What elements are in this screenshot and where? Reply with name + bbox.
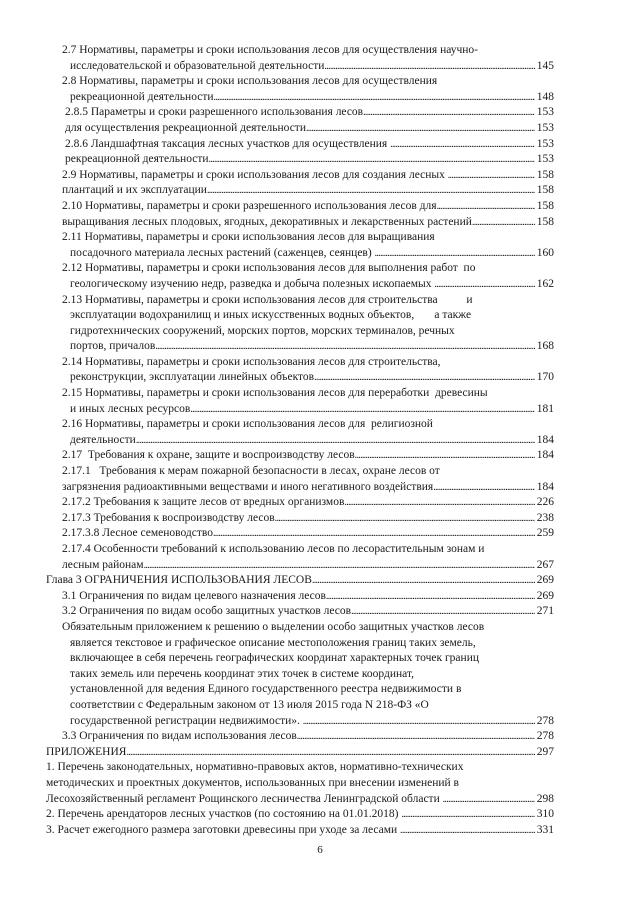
toc-entry-text: 2.17.1 Требования к мерам пожарной безопасности в лесах, охране лесов от (62, 465, 440, 478)
dot-leader (213, 526, 535, 542)
toc-entry[interactable] (46, 604, 554, 620)
toc-line (46, 339, 554, 355)
toc-entry-text: государственной регистрации недвижимости». (70, 714, 303, 727)
dot-leader (401, 807, 534, 823)
dot-leader (433, 480, 535, 496)
toc-entry-text: 2.17.3 Требования к воспроизводству лесов (62, 511, 275, 524)
dot-leader (443, 792, 535, 808)
toc-entry-text: гидротехнических сооружений, морских портов, морских терминалов, речных (70, 324, 455, 337)
toc-line (46, 792, 554, 808)
toc-page-number: 310 (536, 808, 554, 821)
toc-entry-text: 2.9 Нормативы, параметры и сроки использования лесов для создания лесных (62, 168, 448, 181)
toc-page-number: 269 (536, 589, 554, 602)
toc-entry-text: 2.13 Нормативы, параметры и сроки использования лесов для строительства и (62, 293, 473, 306)
toc-page-number: 168 (536, 340, 554, 353)
toc-line (46, 760, 554, 776)
dot-leader (155, 339, 534, 355)
toc-line (46, 776, 554, 792)
toc-entry-text: Лесохозяйственный регламент Рощинского лесничества Ленинградской области (46, 792, 443, 805)
toc-page-number: 267 (536, 558, 554, 571)
dot-leader (314, 370, 535, 386)
toc-entry-text: лесным районам (62, 558, 144, 571)
toc-line (46, 370, 554, 386)
toc-entry-text: геологическому изучению недр, разведка и добыча полезных ископаемых (70, 277, 435, 290)
dot-leader (324, 59, 534, 75)
toc-page-number: 153 (536, 137, 554, 150)
toc-line (46, 43, 554, 59)
dot-leader (209, 152, 535, 168)
dot-leader (144, 558, 535, 574)
toc-entry[interactable] (46, 511, 554, 527)
toc-line (46, 308, 554, 324)
toc-line (46, 90, 554, 106)
toc-page-number: 278 (536, 714, 554, 727)
toc-line (46, 526, 554, 542)
toc-line (46, 448, 554, 464)
toc-entry-text: методических и проектных документов, использованных при внесении изменений в (46, 776, 459, 789)
toc-entry-text: 2.17.3.8 Лесное семеноводство (62, 527, 213, 540)
toc-line (46, 542, 554, 558)
dot-leader (390, 137, 535, 153)
toc-entry-text: эксплуатации водохранилищ и иных искусственных водных объектов, а также (70, 309, 472, 322)
toc-entry-text: портов, причалов (70, 340, 156, 353)
toc-entry-text: 2.8.5 Параметры и сроки разрешенного использования лесов (65, 106, 364, 119)
toc-entry[interactable] (46, 293, 554, 355)
toc-line (46, 59, 554, 75)
page-number: 6 (317, 844, 323, 856)
toc-entry-text: реконструкции, эксплуатации линейных объектов (70, 371, 315, 384)
toc-entry-text: таких земель или перечень координат этих точек в системе координат, (70, 667, 414, 680)
toc-entry-text: 2.17.4 Особенности требований к использованию лесов по лесорастительным зонам и (62, 543, 485, 555)
toc-line (46, 480, 554, 496)
dot-leader (297, 729, 535, 745)
toc-entry-text: 2. Перечень арендаторов лесных участков (по состоянию на 01.01.2018) (46, 808, 402, 821)
toc-page-number: 331 (536, 823, 554, 836)
toc-entry[interactable] (46, 137, 554, 168)
toc-line (46, 137, 554, 153)
toc-entry-text: деятельности (70, 433, 136, 446)
toc-page-number: 160 (536, 246, 554, 259)
toc-line (46, 121, 554, 137)
toc-entry[interactable] (46, 589, 554, 605)
toc-entry-text: 1. Перечень законодательных, нормативно-правовых актов, нормативно-технических (46, 761, 464, 774)
toc-entry[interactable] (46, 105, 554, 136)
toc-entry[interactable] (46, 823, 554, 839)
dot-leader (472, 215, 535, 231)
dot-leader (355, 448, 535, 464)
toc-entry[interactable] (46, 386, 554, 417)
dot-leader (344, 495, 534, 511)
toc-page-number: 184 (536, 480, 554, 493)
toc-entry-text: 2.15 Нормативы, параметры и сроки использования лесов для переработки древесины (62, 387, 488, 400)
toc-page-number: 158 (536, 199, 554, 212)
toc-page-number: 259 (536, 527, 554, 540)
toc-entry-text: 2.7 Нормативы, параметры и сроки использования лесов для осуществления научно- (62, 44, 479, 56)
toc-line (46, 745, 554, 761)
toc-entry-text: плантаций и их эксплуатации (62, 184, 207, 197)
toc-entry[interactable] (46, 448, 554, 464)
toc-page-number: 148 (536, 90, 554, 103)
toc-page-number: 145 (536, 59, 554, 72)
toc-page-number: 153 (536, 121, 554, 134)
dot-leader (375, 246, 535, 262)
dot-leader (363, 105, 535, 121)
toc-entry[interactable] (46, 526, 554, 542)
toc-entry[interactable] (46, 495, 554, 511)
toc-entry-text: 3.2 Ограничения по видам особо защитных участков лесов (62, 605, 352, 618)
toc-page-number: 162 (536, 277, 554, 290)
toc-line (46, 215, 554, 231)
dot-leader (306, 121, 535, 137)
toc-entry-text: 3. Расчет ежегодного размера заготовки древесины при уходе за лесами (46, 823, 401, 836)
toc-line (46, 714, 554, 730)
toc-line (46, 823, 554, 839)
toc-entry[interactable] (46, 464, 554, 495)
toc-line (46, 417, 554, 433)
toc-entry[interactable] (46, 74, 554, 105)
toc-line (46, 433, 554, 449)
toc-line (46, 183, 554, 199)
toc-line (46, 230, 554, 246)
toc-entry-text: является текстовое и графическое описание местоположения границ таких земель, (70, 636, 476, 649)
dot-leader (207, 183, 535, 199)
toc-entry[interactable] (46, 230, 554, 261)
toc-page-number: 278 (536, 730, 554, 743)
toc-entry[interactable] (46, 729, 554, 745)
toc-line (46, 152, 554, 168)
toc-entry-text: включающее в себя перечень географических координат характерных точек границ (70, 652, 479, 665)
toc-line (46, 667, 554, 683)
toc-entry-text: 2.12 Нормативы, параметры и сроки использования лесов для выполнения работ по (62, 262, 476, 275)
toc-entry-text: для осуществления рекреационной деятельности (65, 121, 306, 134)
toc-entry-text: загрязнения радиоактивными веществами и иного негативного воздействия (62, 480, 434, 493)
toc-line (46, 74, 554, 90)
toc-line (46, 324, 554, 340)
toc-entry-text: выращивания лесных плодовых, ягодных, декоративных и лекарственных растений (62, 215, 472, 228)
toc-line (46, 277, 554, 293)
toc-entry-text: 2.17.2 Требования к защите лесов от вредных организмов (62, 496, 345, 509)
dot-leader (126, 745, 534, 761)
toc-entry[interactable] (46, 43, 554, 74)
toc-entry-text: установленной для ведения Единого государственного реестра недвижимости в (70, 683, 462, 696)
toc-page-number: 153 (536, 106, 554, 119)
toc-entry[interactable] (46, 807, 554, 823)
toc-line (46, 604, 554, 620)
toc-page-number: 170 (536, 371, 554, 384)
toc-line (46, 199, 554, 215)
toc-entry-text: Глава 3 ОГРАНИЧЕНИЯ ИСПОЛЬЗОВАНИЯ ЛЕСОВ (46, 574, 312, 587)
toc-page-number: 226 (536, 496, 554, 509)
toc-line (46, 246, 554, 262)
toc-line (46, 402, 554, 418)
toc-line (46, 682, 554, 698)
toc-page-number: 297 (536, 745, 554, 758)
toc-entry-text: 2.11 Нормативы, параметры и сроки использования лесов для выращивания (62, 231, 435, 244)
toc-entry[interactable] (46, 355, 554, 386)
toc-line (46, 589, 554, 605)
toc-entry-text: исследовательской и образовательной деятельности (70, 59, 325, 72)
toc-line (46, 168, 554, 184)
dot-leader (326, 589, 535, 605)
toc-line (46, 105, 554, 121)
toc-entry-text: 3.1 Ограничения по видам целевого назначения лесов (62, 589, 326, 602)
toc-page-number: 158 (536, 184, 554, 197)
toc-entry[interactable] (46, 542, 554, 573)
toc-page-number: 158 (536, 168, 554, 181)
toc-line (46, 386, 554, 402)
toc-entry-text: 2.8 Нормативы, параметры и сроки использования лесов для осуществления (62, 75, 438, 88)
toc-line (46, 698, 554, 714)
toc-line (46, 807, 554, 823)
dot-leader (437, 199, 535, 215)
toc-line (46, 261, 554, 277)
toc-page-number: 238 (536, 511, 554, 524)
toc-entry[interactable] (46, 620, 554, 729)
dot-leader (351, 604, 535, 620)
toc-page-number: 269 (536, 574, 554, 587)
toc-entry[interactable] (46, 417, 554, 448)
dot-leader (303, 714, 535, 730)
dot-leader (275, 511, 535, 527)
toc-line (46, 293, 554, 309)
toc-entry-text: рекреационной деятельности (65, 153, 209, 166)
toc-line (46, 511, 554, 527)
toc-entry-text: 2.8.6 Ландшафтная таксация лесных участков для осуществления (65, 137, 391, 150)
toc-entry-text: рекреационной деятельности (70, 90, 214, 103)
toc-entry[interactable] (46, 199, 554, 230)
toc-entry-text: Обязательным приложением к решению о выделении особо защитных участков лесов (62, 620, 485, 633)
dot-leader (190, 402, 534, 418)
dot-leader (312, 573, 535, 589)
toc-line (46, 651, 554, 667)
dot-leader (448, 168, 535, 184)
dot-leader (214, 90, 535, 106)
toc-entry[interactable] (46, 760, 554, 807)
dot-leader (136, 433, 535, 449)
toc-page-number: 184 (536, 449, 554, 462)
toc-page-number: 158 (536, 215, 554, 228)
toc-line (46, 573, 554, 589)
toc-entry-text: 2.16 Нормативы, параметры и сроки использования лесов для религиозной (62, 418, 433, 431)
toc-page-number: 184 (536, 433, 554, 446)
dot-leader (400, 823, 535, 839)
toc-page-number: 298 (536, 792, 554, 805)
toc-entry[interactable] (46, 168, 554, 199)
toc-entry[interactable] (46, 573, 554, 589)
toc-line (46, 620, 554, 636)
table-of-contents (46, 43, 554, 838)
toc-line (46, 558, 554, 574)
toc-page-number: 271 (536, 605, 554, 618)
toc-entry-text: ПРИЛОЖЕНИЯ (46, 745, 127, 758)
toc-entry-text: соответствии с Федеральным законом от 13 июля 2015 года N 218-ФЗ «О (70, 698, 429, 711)
toc-entry[interactable] (46, 745, 554, 761)
toc-line (46, 355, 554, 371)
toc-page-number: 153 (536, 153, 554, 166)
toc-entry-text: и иных лесных ресурсов (70, 402, 191, 415)
toc-entry-text: 2.10 Нормативы, параметры и сроки разрешенного использования лесов для (62, 199, 437, 212)
toc-line (46, 636, 554, 652)
toc-entry-text: 2.17 Требования к охране, защите и воспроизводству лесов (62, 449, 355, 462)
toc-entry-text: посадочного материала лесных растений (саженцев, сеянцев) (70, 246, 375, 259)
toc-line (46, 729, 554, 745)
toc-entry-text: 2.14 Нормативы, параметры и сроки использования лесов для строительства, (62, 355, 441, 368)
toc-line (46, 495, 554, 511)
toc-entry-text: 3.3 Ограничения по видам использования лесов (62, 730, 297, 743)
dot-leader (434, 277, 534, 293)
toc-entry[interactable] (46, 261, 554, 292)
toc-page-number: 181 (536, 402, 554, 415)
toc-line (46, 464, 554, 480)
